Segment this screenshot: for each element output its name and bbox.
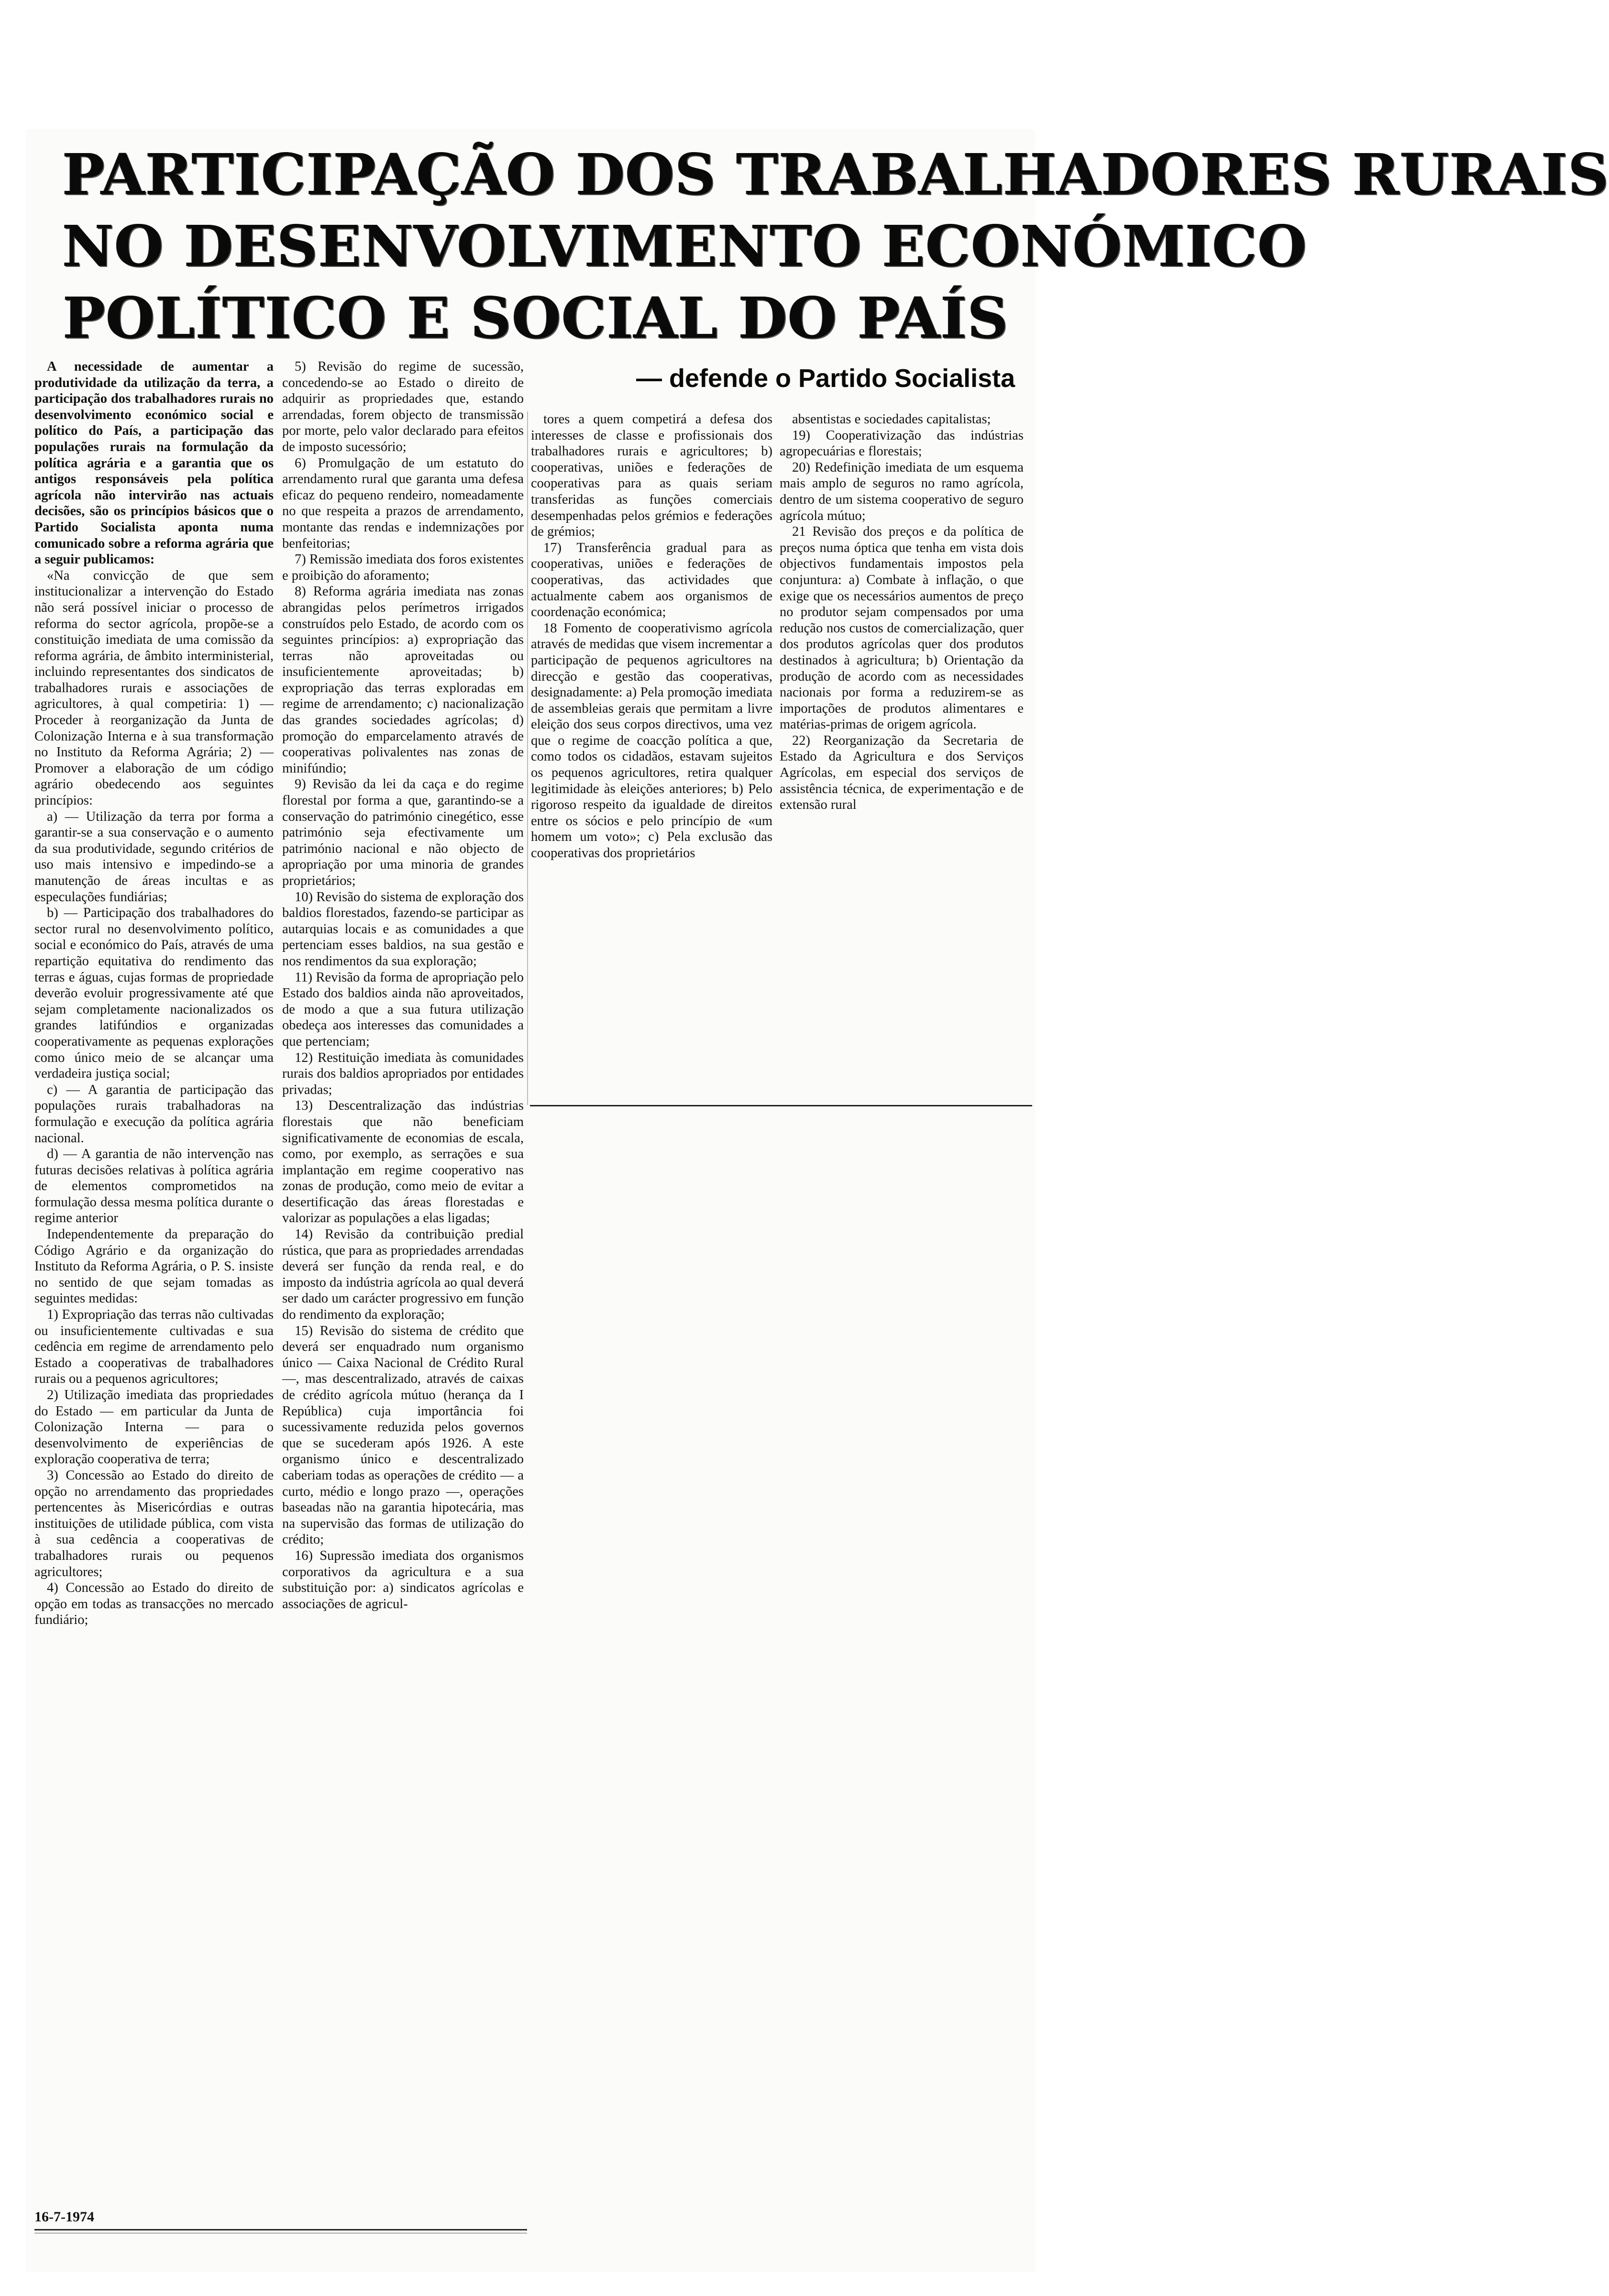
paragraph: 13) Descentralização das indústrias florestais que não beneficiam significativamente de economias de escala, como, por exemplo, as serrações e sua implantação em regime cooperativo nas zonas de produção, como meio de evitar a desertificação das áreas florestadas e valorizar as populações a elas ligadas; — [282, 1098, 524, 1226]
article-end-rule — [530, 1105, 1032, 1106]
paragraph: 11) Revisão da forma de apropriação pelo Estado dos baldios ainda não aproveitados, de modo a que a sua futura utilização obedeça aos interesses das comunidades a que pertenciam; — [282, 970, 524, 1049]
paragraph: 6) Promulgação de um estatuto do arrendamento rural que garanta uma defesa eficaz do pequeno rendeiro, nomeadamente no que respeita a prazos de arrendamento, montante das rendas e indemnizações por benfeitorias; — [282, 455, 524, 551]
column-divider — [527, 411, 528, 1105]
paragraph: 3) Concessão ao Estado do direito de opção no arrendamento das propriedades pertencentes às Misericórdias e outras instituições de utilidade pública, com vista à sua cedência a cooperativas de trabalhadores rurais ou pequenos agricultores; — [34, 1468, 274, 1579]
byline: — defende o Partido Socialista — [636, 364, 1015, 393]
paragraph: 1) Expropriação das terras não cultivadas ou insuficientemente cultivadas e sua cedência em regime de arrendamento pelo Estado a cooperativas de trabalhadores rurais ou a pequenos agricultores; — [34, 1307, 274, 1387]
paragraph: 12) Restituição imediata às comunidades rurais dos baldios apropriados por entidades privadas; — [282, 1050, 524, 1097]
paragraph: a) — Utilização da terra por forma a garantir-se a sua conservação e o aumento da sua produtividade, segundo critérios de uso mais intensivo e impedindo-se a manutenção de áreas incultas e as especulações fundiárias; — [34, 809, 274, 905]
paragraph: c) — A garantia de participação das populações rurais trabalhadoras na formulação e execução da política agrária nacional. — [34, 1082, 274, 1146]
paragraph: 7) Remissão imediata dos foros existentes e proibição do aforamento; — [282, 552, 524, 583]
paragraph: b) — Participação dos trabalhadores do sector rural no desenvolvimento político, social e económico do País, através de uma repartição equitativa do rendimento das terras e águas, cujas formas de propriedade deverão evoluir progressivamente até que sejam completamente nacionalizados os grandes latifúndios e organizadas cooperativamente as pequenas explorações como único meio de se alcançar uma verdadeira justiça social; — [34, 905, 274, 1082]
headline-line-2: NO DESENVOLVIMENTO ECONÓMICO — [62, 213, 1307, 279]
footer-rule — [34, 2229, 527, 2230]
article-column-1 — [34, 359, 274, 2138]
paragraph: absentistas e sociedades capitalistas; — [792, 412, 991, 427]
headline — [62, 139, 1609, 354]
paragraph: tores a quem competirá a defesa dos interesses de classe e profissionais dos trabalhadores rurais e agricultores; b) cooperativas, uniões e federações de cooperativas para as quais seriam transferidas as funções comerciais desempenhadas pelos grémios e federações de grémios; — [531, 412, 772, 540]
paragraph: 22) Reorganização da Secretaria de Estado da Agricultura e dos Serviços Agrícolas, em especial dos serviços de assistência técnica, de experimentação e de extensão rural — [780, 733, 1024, 813]
lead-paragraph: A necessidade de aumentar a produtividade da utilização da terra, a participação dos trabalhadores rurais no desenvolvimento económico social e político do País, a participação das populações rurais na formulação da política agrária e a garantia que os antigos responsáveis pela política agrícola não intervirão nas actuais decisões, são os princípios básicos que o Partido Socialista aponta numa comunicado sobre a reforma agrária que a seguir publicamos: — [34, 359, 274, 567]
publication-date: 16-7-1974 — [34, 2209, 94, 2225]
paragraph: 16) Supressão imediata dos organismos corporativos da agricultura e a sua substituição por: a) sindicatos agrícolas e associações de agricul- — [282, 1548, 524, 1612]
paragraph: 17) Transferência gradual para as cooperativas, uniões e federações de cooperativas, das actividades que actualmente cabem aos organismos de coordenação económica; — [531, 540, 772, 620]
paragraph: 4) Concessão ao Estado do direito de opção em todas as transacções no mercado fundiário; — [34, 1580, 274, 1628]
paragraph: 5) Revisão do regime de sucessão, concedendo-se ao Estado o direito de adquirir as propriedades que, estando arrendadas, forem objecto de transmissão por morte, pelo valor declarado para efeitos de imposto sucessório; — [282, 359, 524, 454]
headline-line-1: PARTICIPAÇÃO DOS TRABALHADORES RURAIS — [62, 141, 1609, 208]
article-column-4 — [780, 411, 1024, 1081]
paragraph: 18 Fomento de cooperativismo agrícola através de medidas que visem incrementar a participação de pequenos agricultores na direcção e gestão das cooperativas, designadamente: a) Pela promoção imediata de assembleias gerais que permitam a livre eleição dos seus corpos directivos, uma vez que o regime de coacção política a que, como todos os cidadãos, estavam sujeitos os pequenos agricultores, retira qualquer legitimidade às eleições anteriores; b) Pelo rigoroso respeito da igualdade de direitos entre os sócios e pelo princípio de «um homem um voto»; c) Pela exclusão das cooperativas dos proprietários — [531, 620, 772, 861]
article-column-2 — [282, 359, 524, 2224]
paragraph: «Na convicção de que sem institucionalizar a intervenção do Estado não será possível iniciar o processo de reforma do sector agrícola, propõe-se a constituição imediata de uma comissão da reforma agrária, de âmbito interministerial, incluindo representantes dos sindicatos de trabalhadores rurais e associações de agricultores, à qual competiria: 1) — Proceder à reorganização da Junta de Colonização Interna e à sua transformação no Instituto da Reforma Agrária; 2) — Promover a elaboração de um código agrário obedecendo aos seguintes princípios: — [34, 568, 274, 808]
paragraph: 21 Revisão dos preços e da política de preços numa óptica que tenha em vista dois objectivos fundamentais impostos pela conjuntura: a) Combate à inflação, o que exige que os necessários aumentos de preço no produtor sejam compensados por uma redução nos custos de comercialização, quer dos produtos agrícolas quer dos produtos destinados à agricultura; b) Orientação da produção de acordo com as necessidades nacionais por forma a reduzirem-se as importações de produtos alimentares e matérias-primas de origem agrícola. — [780, 524, 1024, 732]
paragraph: 15) Revisão do sistema de crédito que deverá ser enquadrado num organismo único — Caixa Nacional de Crédito Rural —, mas descentralizado, através de caixas de crédito agrícola mútuo (herança da I República) cuja importância foi sucessivamente reduzida pelos governos que se sucederam após 1926. A este organismo único e descentralizado caberiam todas as operações de crédito — a curto, médio e longo prazo —, operações baseadas não na garantia hipotecária, mas na supervisão das formas de utilização do crédito; — [282, 1323, 524, 1547]
headline-line-3: POLÍTICO E SOCIAL DO PAÍS — [63, 285, 1009, 351]
paragraph: 2) Utilização imediata das propriedades do Estado — em particular da Junta de Colonização Interna — para o desenvolvimento de experiências de exploração cooperativa de terra; — [34, 1388, 274, 1467]
paragraph: d) — A garantia de não intervenção nas futuras decisões relativas à política agrária de elementos comprometidos na formulação dessa mesma política durante o regime anterior — [34, 1147, 274, 1226]
paragraph: 10) Revisão do sistema de exploração dos baldios florestados, fazendo-se participar as autarquias locais e as comunidades a que pertenciam esses baldios, na sua gestão e nos rendimentos da sua exploração; — [282, 889, 524, 969]
paragraph: 19) Cooperativização das indústrias agropecuárias e florestais; — [780, 428, 1024, 459]
paragraph: 9) Revisão da lei da caça e do regime florestal por forma a que, garantindo-se a conservação do património cinegético, esse património seja efectivamente um património nacional e não objecto de apropriação por uma minoria de grandes proprietários; — [282, 777, 524, 888]
paragraph: 14) Revisão da contribuição predial rústica, que para as propriedades arrendadas deverá ser função da renda real, e do imposto da indústria agrícola ao qual deverá ser dado um carácter progressivo em função do rendimento da exploração; — [282, 1227, 524, 1323]
article-column-3 — [531, 411, 772, 1105]
paragraph: Independentemente da preparação do Código Agrário e da organização do Instituto da Reforma Agrária, o P. S. insiste no sentido de que sejam tomadas as seguintes medidas: — [34, 1227, 274, 1306]
paragraph: 8) Reforma agrária imediata nas zonas abrangidas pelos perímetros irrigados construídos pelo Estado, de acordo com os seguintes princípios: a) expropriação das terras não aproveitadas ou insuficientemente aproveitadas; b) expropriação das terras exploradas em regime de arrendamento; c) nacionalização das grandes sociedades agrícolas; d) promoção do emparcelamento através de cooperativas polivalentes nas zonas de minifúndio; — [282, 584, 524, 776]
paragraph: 20) Redefinição imediata de um esquema mais amplo de seguros no ramo agrícola, dentro de um sistema cooperativo de seguro agrícola mútuo; — [780, 460, 1024, 523]
